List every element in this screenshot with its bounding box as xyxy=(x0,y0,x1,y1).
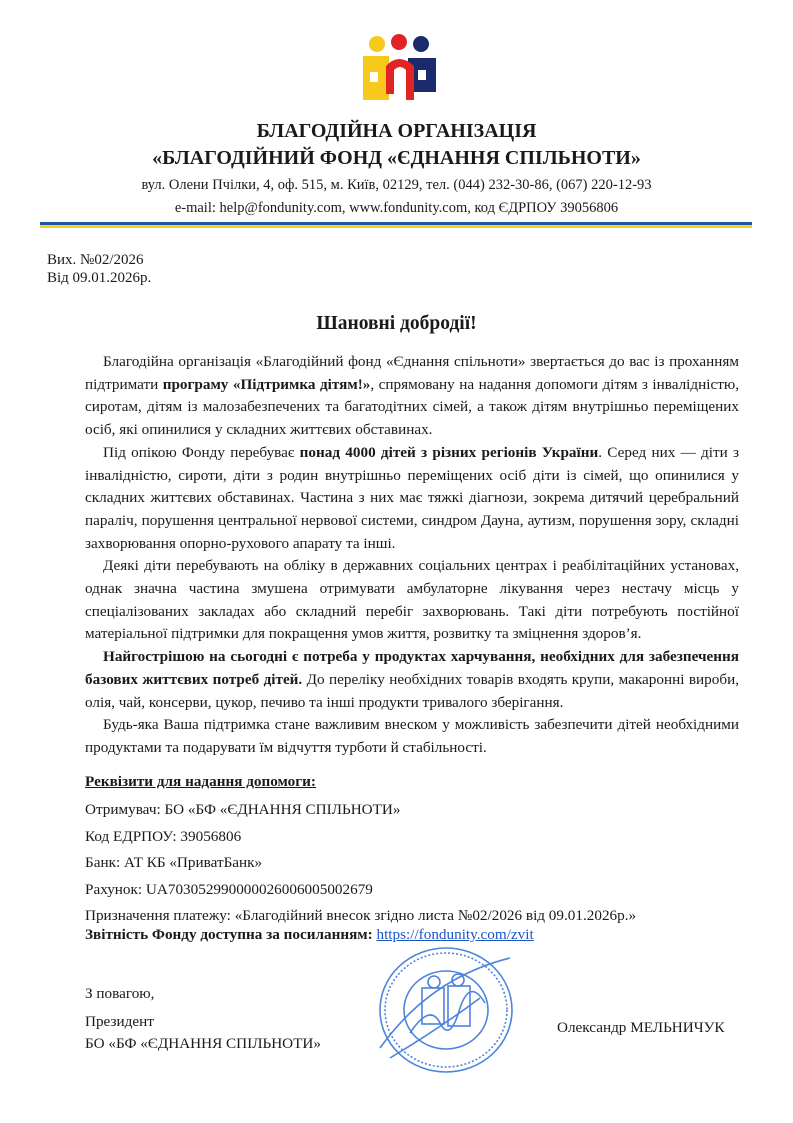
requisite-account: Рахунок: UA703052990000026006005002679 xyxy=(85,880,373,898)
letter-body xyxy=(85,351,739,760)
divider-yellow xyxy=(40,225,752,228)
requisite-edrpou: Код ЕДРПОУ: 39056806 xyxy=(85,827,242,845)
outgoing-date: Від 09.01.2026р. xyxy=(47,270,152,286)
signer-position: Президент xyxy=(85,1013,154,1030)
requisite-recipient: Отримувач: БО «БФ «ЄДНАННЯ СПІЛЬНОТИ» xyxy=(85,801,401,818)
paragraph-5 xyxy=(85,714,739,759)
bold-text: програму «Підтримка дітям!» xyxy=(162,375,371,393)
bold-text: понад 4000 дітей з різних регіонів України xyxy=(299,443,599,461)
requisite-purpose: Призначення платежу: «Благодійний внесок згідно листа №02/2026 від 09.01.2026р.» xyxy=(85,907,637,924)
requisite-bank: Банк: АТ КБ «ПриватБанк» xyxy=(85,854,263,871)
paragraph-1 xyxy=(85,351,739,442)
paragraph-4 xyxy=(85,646,739,714)
report-label: Звітність Фонду доступна за посиланням: xyxy=(85,926,373,943)
greeting: Шановні добродії! xyxy=(316,313,477,334)
outgoing-reference xyxy=(47,251,151,287)
flag-divider xyxy=(40,222,752,228)
text: До переліку необхідних товарів входять крупи, макаронні вироби, олія, чай, консерви, цукор, печиво та інші продукти тривалого зберігання. xyxy=(85,670,739,711)
requisites xyxy=(85,773,636,930)
requisites-heading: Реквізити для надання допомоги: xyxy=(85,773,316,790)
text: Будь-яка Ваша підтримка стане важливим внеском у можливість забезпечити дітей необхідними продуктами та подарувати їм відчуття турботи й стабільності. xyxy=(85,716,739,756)
org-name-line1: БЛАГОДІЙНА ОРГАНІЗАЦІЯ xyxy=(256,120,537,142)
signer-organization: БО «БФ «ЄДНАННЯ СПІЛЬНОТИ» xyxy=(85,1035,321,1052)
text: Благодійна організація «Благодійний фонд «Єднання спільноти» звертається до вас із проханням підтримати xyxy=(85,353,739,393)
bold-text: Найгострішою на сьогодні є потреба у продуктах харчування, необхідних для забезпечення базових життєвих потреб дітей. xyxy=(85,648,739,688)
paragraph-2 xyxy=(85,442,739,556)
text: Деякі діти перебувають на обліку в державних соціальних центрах і реабілітаційних установах, однак значна частина змушена отримувати амбулаторне лікування через нестачу місць у спеціалізованих закладах або складний перебіг захворювань. Такі діти потребують постійної матеріальної підтримки для покращення умов життя, розвитку та зміцнення здоров’я. xyxy=(85,557,739,643)
outgoing-number: Вих. №02/2026 xyxy=(47,252,144,268)
people-logo-icon xyxy=(358,30,440,104)
address-line: вул. Олени Пчілки, 4, оф. 515, м. Київ, 02129, тел. (044) 232-30-86, (067) 220-12-93 xyxy=(141,177,652,193)
text: . Серед них — діти з інвалідністю, сироти, діти з родин внутрішньо переміщених осіб діти із сімей, що опинилися у складних життєвих обставинах. Частина з них має тяжкі діагнози, зокрема дитячий церебральний параліч, порушення центральної нервової системи, синдром Дауна, аутизм, порушення зору, складні захворювання опорно-рухового апарату та інші. xyxy=(85,443,739,552)
text: Під опікою Фонду перебуває xyxy=(103,443,300,461)
regards: З повагою, xyxy=(85,985,155,1002)
official-stamp-icon xyxy=(370,938,520,1078)
closing xyxy=(85,983,321,1055)
contact-line: e-mail: help@fondunity.com, www.fondunity.com, код ЄДРПОУ 39056806 xyxy=(174,200,619,216)
org-name-line2: «БЛАГОДІЙНИЙ ФОНД «ЄДНАННЯ СПІЛЬНОТИ» xyxy=(152,147,641,169)
signer-name: Олександр МЕЛЬНИЧУК xyxy=(557,1019,725,1036)
paragraph-3 xyxy=(85,555,739,646)
text: , спрямовану на надання допомоги дітям з інвалідністю, сиротам, дітям із малозабезпечених та багатодітних сімей, а також дітям внутрішньо переміщених осіб, які опинилися у складних життєвих обставинах. xyxy=(85,375,739,439)
report-link[interactable]: https://fondunity.com/zvit xyxy=(376,926,534,943)
